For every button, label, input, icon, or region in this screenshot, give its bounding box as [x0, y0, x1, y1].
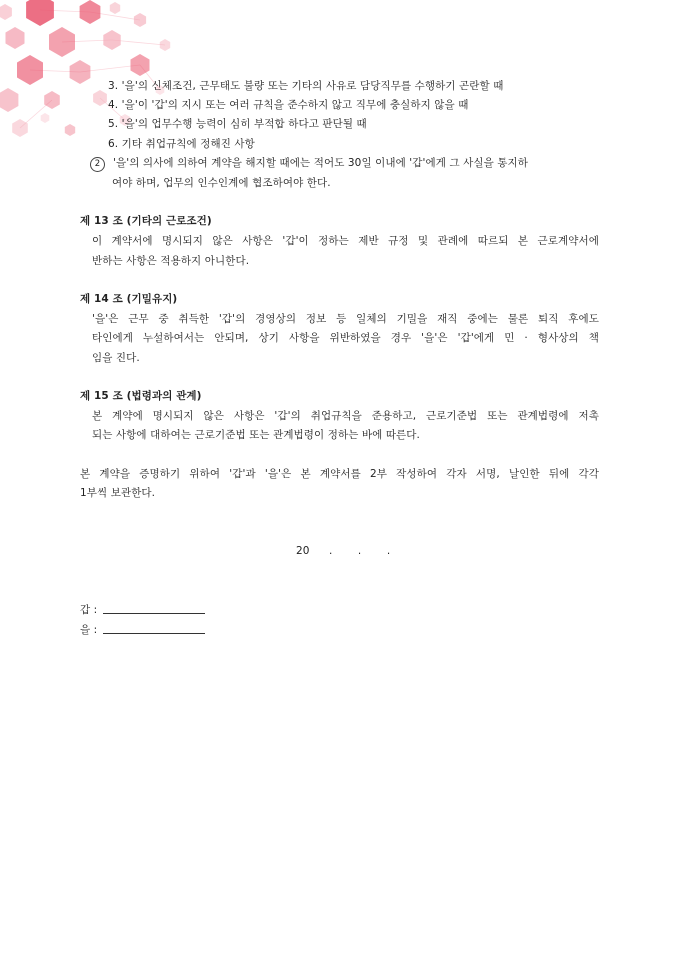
article-15-title: 제 15 조 (법령과의 관계) — [80, 390, 202, 402]
article-13-line-1: 이 계약서에 명시되지 않은 사항은 '갑'이 정하는 제반 규정 및 관례에 따르되 본 근로계약서에 — [92, 235, 599, 247]
hexagon-shape — [0, 88, 18, 112]
clause-2-line-1 — [90, 156, 528, 172]
article-14-line-1: '을'은 근무 중 취득한 '갑'의 경영상의 정보 등 일체의 기밀을 재직 중에는 물론 퇴직 후에도 — [92, 313, 599, 325]
closing-line-1: 본 계약을 증명하기 위하여 '갑'과 '을'은 본 계약서를 2부 작성하여 각자 서명, 날인한 뒤에 각각 — [80, 468, 599, 480]
hexagon-shape — [26, 0, 54, 26]
signature-gap-blank[interactable] — [103, 602, 205, 614]
signature-gap-label: 갑 : — [80, 604, 98, 616]
hexagon-shape — [93, 90, 107, 106]
hexagon-shape — [0, 4, 12, 20]
hexagon-shape — [110, 2, 120, 14]
hexagon-shape — [12, 119, 28, 137]
date-line — [296, 544, 390, 558]
hexagon-shape — [17, 55, 43, 85]
article-13-line-2: 반하는 사항은 적용하지 아니한다. — [92, 255, 250, 267]
list-item-5: 5. '을'의 업무수행 능력이 심히 부적합 하다고 판단될 때 — [108, 118, 367, 130]
article-15-line-1: 본 계약에 명시되지 않은 사항은 '갑'의 취업규칙을 준용하고, 근로기준법 또는 관계법령에 저촉 — [92, 410, 599, 422]
date-separator-2: . — [357, 545, 362, 557]
date-separator-1: . — [329, 545, 333, 557]
closing-line-2: 1부씩 보관한다. — [80, 487, 156, 499]
article-14-line-2: 타인에게 누설하여서는 안되며, 상기 사항을 위반하였을 경우 '을'은 '갑'에게 민 · 형사상의 책 — [92, 332, 599, 344]
clause-2-line-2: 여야 하며, 업무의 인수인계에 협조하여야 한다. — [112, 177, 331, 189]
article-14-title: 제 14 조 (기밀유지) — [80, 293, 178, 305]
hexagon-shape — [70, 60, 91, 84]
signature-eul-label: 을 : — [80, 624, 98, 636]
signature-eul — [80, 622, 205, 637]
article-15-line-2: 되는 사항에 대하여는 근로기준법 또는 관계법령이 정하는 바에 따른다. — [92, 429, 420, 441]
signature-eul-blank[interactable] — [103, 622, 205, 634]
hexagon-shape — [65, 124, 75, 136]
date-year-prefix: 20 — [296, 545, 310, 557]
hexagon-shape — [49, 27, 75, 57]
circled-number-2: 2 — [90, 157, 105, 172]
hexagon-shape — [6, 27, 25, 49]
date-separator-3: . — [386, 545, 391, 557]
article-13-title: 제 13 조 (기타의 근로조건) — [80, 215, 212, 227]
hexagon-shape — [160, 39, 170, 51]
hexagon-shape — [44, 91, 60, 109]
hexagon-shape — [134, 13, 146, 27]
list-item-3: 3. '을'의 신체조건, 근무태도 불량 또는 기타의 사유로 담당직무를 수행하기 곤란할 때 — [108, 80, 504, 92]
hexagon-shape — [80, 0, 101, 24]
signature-gap — [80, 602, 205, 617]
hexagon-shape — [41, 113, 50, 123]
list-item-6: 6. 기타 취업규칙에 정해진 사항 — [108, 138, 255, 150]
list-item-4: 4. '을'이 '갑'의 지시 또는 여러 규칙을 준수하지 않고 직무에 충실하지 않을 때 — [108, 99, 469, 111]
hexagon-shape — [103, 30, 120, 50]
article-14-line-3: 임을 진다. — [92, 352, 140, 364]
clause-2-text-1: '을'의 의사에 의하여 계약을 해지할 때에는 적어도 30일 이내에 '갑'에게 그 사실을 통지하 — [113, 157, 529, 169]
